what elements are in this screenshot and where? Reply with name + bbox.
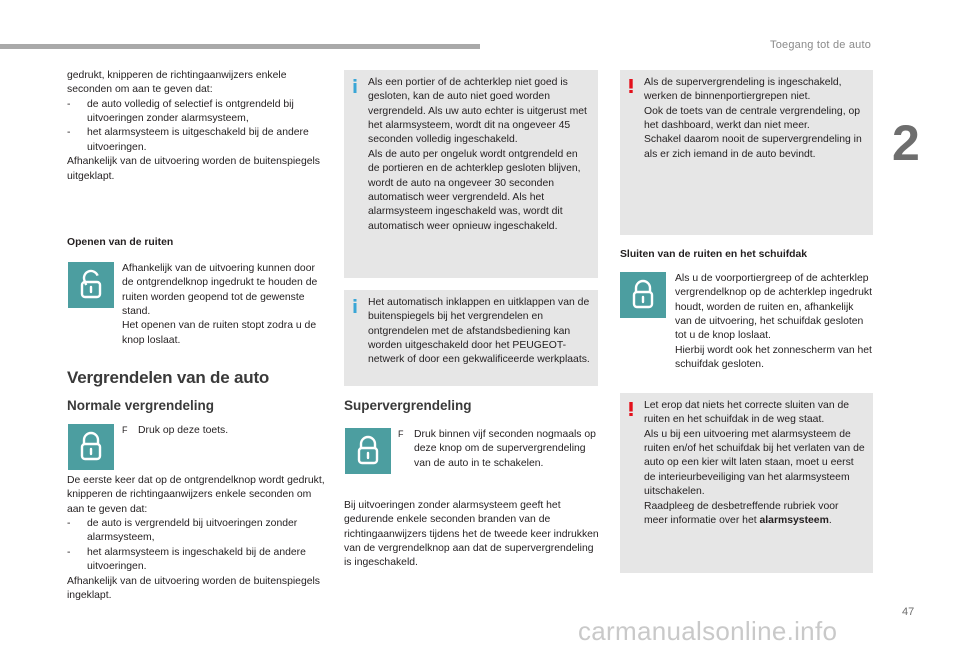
warning-note-super-lock: Als de supervergrendeling is ingeschakeld, werken de binnenportiergrepen niet. Ook de toets van de centrale vergrendeling, op het dashboard, werkt dan niet meer. Schakel daarom nooit de supervergrendeling in als er zich iemand in de auto bevindt. (620, 70, 873, 235)
intro-block (67, 69, 325, 184)
info-icon (350, 299, 360, 313)
normal-lock-heading: Normale vergrendeling (67, 398, 215, 413)
dash-item: - de auto volledig of selectief is ontgrendeld bij uitvoeringen zonder alarmsysteem, (67, 98, 294, 125)
bullet-glyph: F (398, 429, 404, 439)
lock-closed-icon (68, 424, 114, 470)
chapter-title: Toegang tot de auto (770, 39, 872, 51)
dash-item: - het alarmsysteem is uitgeschakeld bij de andere uitvoeringen. (67, 127, 309, 153)
exclamation-icon (626, 79, 636, 93)
super-bullet: F Druk binnen vijf seconden nogmaals op deze knop om de supervergrendeling van de auto in te schakelen. (398, 428, 598, 471)
close-windows-heading: Sluiten van de ruiten en het schuifdak (620, 249, 808, 260)
intro-line: seconden om aan te geven dat: (67, 84, 213, 96)
lock-heading: Vergrendelen van de auto (67, 368, 270, 387)
bullet-glyph: F (122, 425, 128, 435)
windows-open-text: Afhankelijk van de uitvoering kunnen door de ontgrendelknop ingedrukt te houden de ruiten worden geopend tot de gewenste stand. Het openen van de ruiten stopt zodra u de knop loslaat. (122, 263, 318, 346)
info-note-mirrors: Het automatisch inklappen en uitklappen van de buitenspiegels bij het vergrendelen en ontgrendelen met de afstandsbediening kan worden uitgeschakeld door het PEUGEOT-netwerk of door een gekwalificeerde werkplaats. (344, 290, 598, 386)
lock-closed-icon (345, 428, 391, 474)
warning-note-closing: Let erop dat niets het correcte sluiten van de ruiten en het schuifdak in de weg staat. Als u bij een uitvoering met alarmsysteem de ruiten en/of het schuifdak bij het verlaten van de auto op een kier wilt laten staan, moet u eerst de interieurbeveiliging van het alarmsysteem uitschakelen. Raadpleeg de desbetreffende rubriek voor meer informatie over het alarmsysteem. (620, 393, 873, 573)
watermark: carmanualsonline.info (578, 616, 838, 646)
super-lock-heading: Supervergrendeling (344, 398, 472, 413)
intro-outro: Afhankelijk van de uitvoering worden de buitenspiegels uitgeklapt. (67, 156, 321, 182)
lock-open-icon (68, 262, 114, 308)
normal-bullet: F Druk op deze toets. (122, 424, 322, 438)
info-note-auto-lock: Als een portier of de achterklep niet goed is gesloten, kan de auto niet goed worden vergrendeld. Als uw auto echter is uitgerust met het alarmsysteem, wordt dit na ongeveer 45 seconden volledig ingeschakeld. Als de auto per ongeluk wordt ontgrendeld en de portieren en de achterklep gesloten blijven, wordt de auto na ongeveer 30 seconden automatisch weer vergrendeld. Als het alarmsysteem ingeschakeld was, wordt dit automatisch weer opnieuw ingeschakeld. (344, 70, 598, 278)
info-icon (350, 79, 360, 93)
chapter-number: 2 (892, 115, 920, 171)
lock-closed-icon (620, 272, 666, 318)
header-rule (0, 44, 480, 49)
page-number: 47 (902, 606, 915, 618)
super-after-text: Bij uitvoeringen zonder alarmsysteem geeft het gedurende enkele seconden branden van de richtingaanwijzers tijdens het de tweede keer indrukken van de vergrendelknop aan dat de supervergrendeling is ingeschakeld. (344, 500, 599, 569)
dash-item: - het alarmsysteem is ingeschakeld bij de andere uitvoeringen. (67, 546, 306, 573)
close-windows-text: Als u de voorportiergreep of de achterklep vergrendelknop op de achterklep ingedrukt houdt, worden de ruiten en, afhankelijk van de uitvoering, het schuifdak gesloten tot u de knop loslaat. Hierbij wordt ook het zonnescherm van het schuifdak gesloten. (675, 273, 872, 371)
intro-line: gedrukt, knipperen de richtingaanwijzers enkele (67, 70, 287, 81)
alarm-reference: Raadpleeg de desbetreffende rubriek voor meer informatie over het alarmsysteem. (644, 500, 839, 526)
after-lock-block: De eerste keer dat op de ontgrendelknop wordt gedrukt, knipperen de richtingaanwijzers enkele seconden om aan te geven dat: - de auto is vergrendeld bij uitvoeringen zonder alarmsysteem, - het alarmsysteem is ingeschakeld bij de andere uitvoeringen. Afhankelijk van de uitvoering worden de buitenspiegels ingeklapt. (67, 475, 325, 601)
exclamation-icon (626, 402, 636, 416)
dash-item: - de auto is vergrendeld bij uitvoeringen zonder alarmsysteem, (67, 518, 298, 544)
windows-open-heading: Openen van de ruiten (67, 237, 174, 248)
